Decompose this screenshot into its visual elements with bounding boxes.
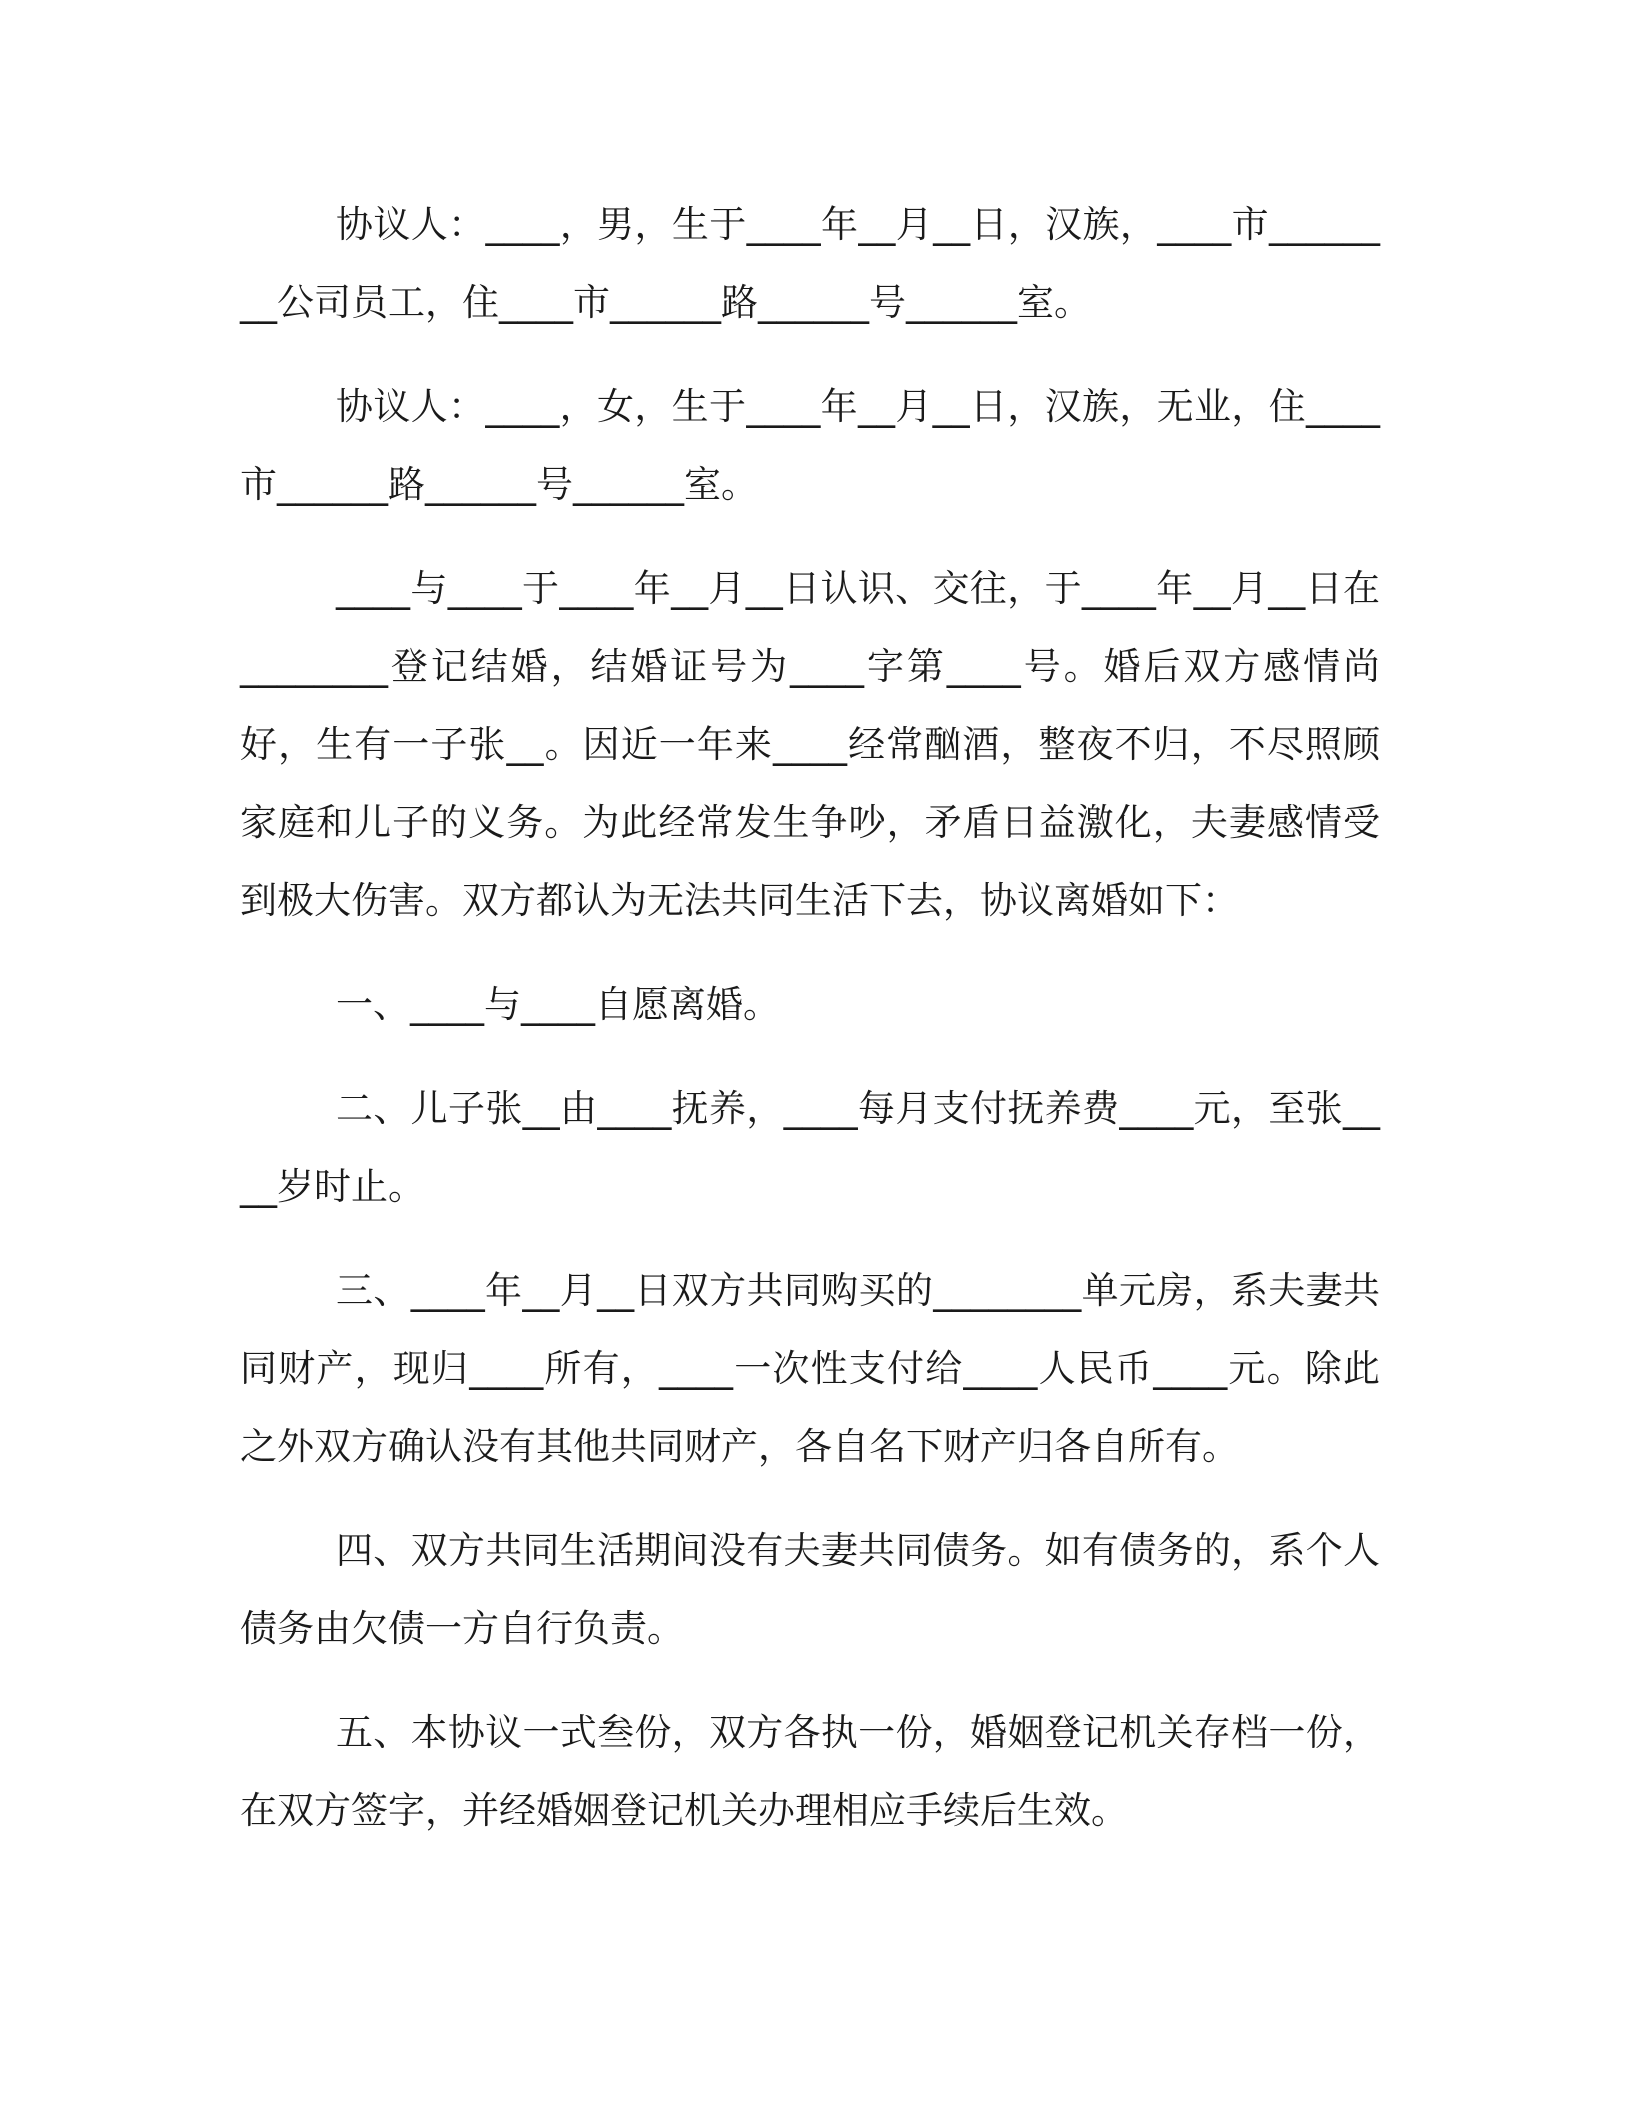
party-male-paragraph: 协议人：____，男，生于____年__月__日，汉族，____市________公司员工，住____市______路______号______室。 [240,203,1380,324]
background-paragraph: ____与____于____年__月__日认识、交往，于____年__月__日在________登记结婚，结婚证号为____字第____号。婚后双方感情尚好，生有一子张__。因近一年来____经常酗酒，整夜不归，不尽照顾家庭和儿子的义务。为此经常发生争吵，矛盾日益激化，夫妻感情受到极大伤害。双方都认为无法共同生活下去，协议离婚如下： [240,567,1380,922]
party-female-paragraph: 协议人：____，女，生于____年__月__日，汉族，无业，住____市______路______号______室。 [240,385,1380,506]
clause-4-paragraph: 四、双方共同生活期间没有夫妻共同债务。如有债务的，系个人债务由欠债一方自行负责。 [240,1529,1380,1650]
clause-2-paragraph: 二、儿子张__由____抚养，____每月支付抚养费____元，至张____岁时止。 [240,1087,1380,1208]
clause-5-paragraph: 五、本协议一式叁份，双方各执一份，婚姻登记机关存档一份，在双方签字，并经婚姻登记机关办理相应手续后生效。 [240,1711,1380,1832]
clause-1-paragraph: 一、____与____自愿离婚。 [336,983,780,1026]
clause-3-paragraph: 三、____年__月__日双方共同购买的________单元房，系夫妻共同财产，现归____所有，____一次性支付给____人民币____元。除此之外双方确认没有其他共同财产，各自名下财产归各自所有。 [240,1269,1380,1468]
document-body [240,186,1380,1876]
